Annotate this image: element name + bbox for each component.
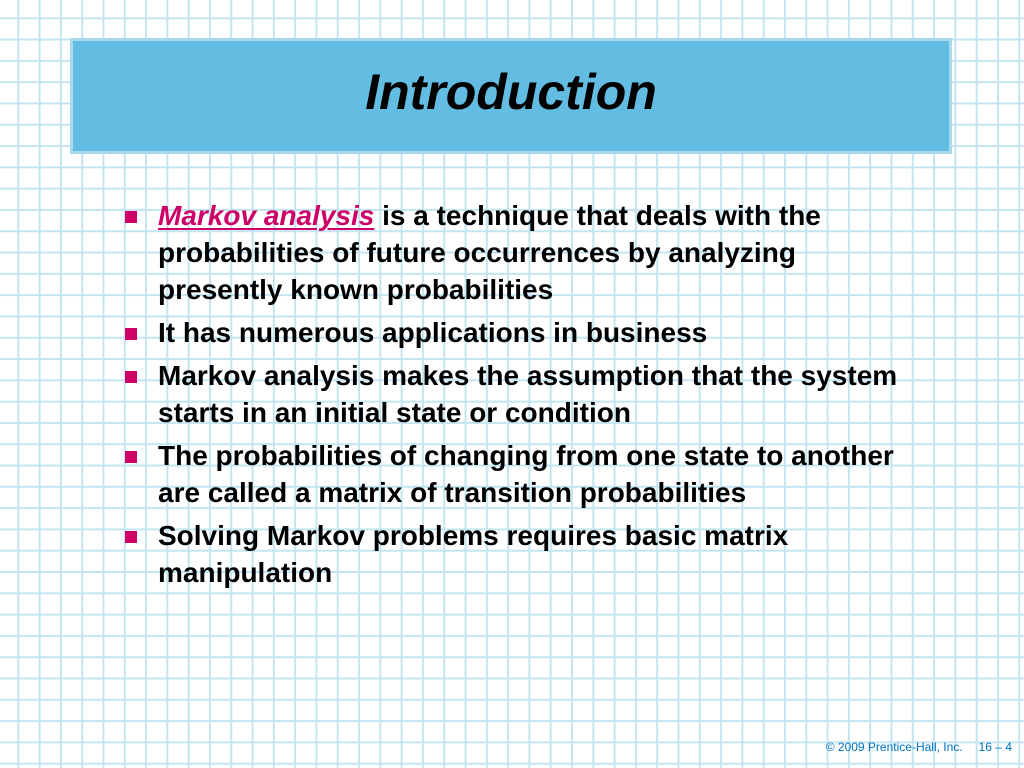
bullet-square-icon [125, 211, 137, 223]
bullet-square-icon [125, 451, 137, 463]
bullet-item [120, 437, 920, 511]
bullet-text: is a technique that deals with the probabilities of future occurrences by analyzing presently known probabilities [158, 200, 821, 305]
title-banner [70, 38, 952, 154]
bullet-item [120, 197, 920, 308]
bullet-term-markov-analysis: Markov analysis [158, 200, 375, 231]
bullet-text: The probabilities of changing from one state to another are called a matrix of transition probabilities [158, 440, 894, 508]
bullet-text: Solving Markov problems requires basic matrix manipulation [158, 520, 789, 588]
page-number: 16 – 4 [978, 740, 1012, 754]
bullet-text: It has numerous applications in business [158, 317, 708, 348]
slide-title: Introduction [365, 64, 657, 120]
bullet-text: Markov analysis makes the assumption that the system starts in an initial state or condition [158, 360, 898, 428]
copyright-text: © 2009 Prentice-Hall, Inc. [825, 740, 963, 754]
bullet-square-icon [125, 328, 137, 340]
bullet-item [120, 314, 920, 351]
bullet-item [120, 357, 920, 431]
bullet-item [120, 517, 920, 591]
bullet-square-icon [125, 371, 137, 383]
bullet-list [120, 197, 920, 597]
slide-footer [826, 740, 1012, 754]
bullet-square-icon [125, 531, 137, 543]
